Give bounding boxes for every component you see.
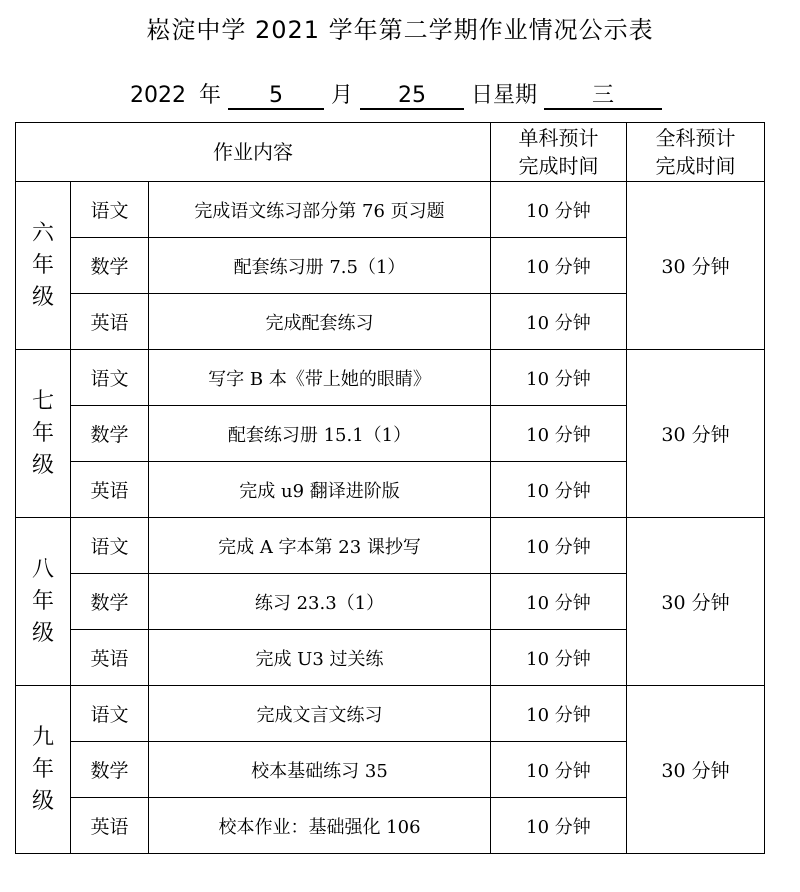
header-row [16,123,765,182]
content-cell: 写字 B 本《带上她的眼睛》 [149,350,491,406]
date-month-unit: 月 [331,83,354,108]
table-row [16,518,765,574]
date-year-unit: 年 [199,83,222,108]
grade-char: 年 [31,420,54,446]
header-single-line1: 单科预计 [518,126,599,150]
time-cell: 10 分钟 [491,294,627,350]
date-line [130,78,662,110]
content-cell: 完成配套练习 [149,294,491,350]
header-total-line2: 完成时间 [655,154,736,178]
date-day-unit: 日星期 [471,83,538,108]
time-cell: 10 分钟 [491,630,627,686]
grade-char: 级 [31,788,54,814]
grade-label [16,182,71,350]
subject-cell: 语文 [71,182,149,238]
grade-char: 级 [31,620,54,646]
subject-cell: 英语 [71,798,149,854]
time-cell: 10 分钟 [491,798,627,854]
table-row [16,686,765,742]
content-cell: 校本作业：基础强化 106 [149,798,491,854]
grade-char: 年 [31,252,54,278]
content-cell: 完成 u9 翻译进阶版 [149,462,491,518]
time-cell: 10 分钟 [491,518,627,574]
content-cell: 配套练习册 15.1（1） [149,406,491,462]
time-cell: 10 分钟 [491,182,627,238]
table-row [16,350,765,406]
time-cell: 10 分钟 [491,686,627,742]
date-day: 25 [360,84,464,110]
header-content: 作业内容 [16,123,491,182]
total-time-cell: 30 分钟 [627,350,765,518]
subject-cell: 数学 [71,238,149,294]
grade-char: 级 [31,452,54,478]
grade-char: 八 [31,556,54,582]
table-row [16,182,765,238]
grade-label [16,350,71,518]
subject-cell: 数学 [71,742,149,798]
subject-cell: 语文 [71,518,149,574]
subject-cell: 英语 [71,294,149,350]
time-cell: 10 分钟 [491,238,627,294]
document-title: 崧淀中学 2021 学年第二学期作业情况公示表 [146,16,654,44]
header-single-time [491,123,627,182]
subject-cell: 数学 [71,406,149,462]
time-cell: 10 分钟 [491,350,627,406]
grade-char: 七 [31,388,54,414]
subject-cell: 数学 [71,574,149,630]
content-cell: 校本基础练习 35 [149,742,491,798]
subject-cell: 英语 [71,630,149,686]
grade-label [16,518,71,686]
date-weekday: 三 [544,84,662,110]
content-cell: 完成 U3 过关练 [149,630,491,686]
content-cell: 完成 A 字本第 23 课抄写 [149,518,491,574]
date-year: 2022 [130,83,186,108]
subject-cell: 英语 [71,462,149,518]
total-time-cell: 30 分钟 [627,182,765,350]
grade-char: 级 [31,284,54,310]
subject-cell: 语文 [71,686,149,742]
content-cell: 练习 23.3（1） [149,574,491,630]
time-cell: 10 分钟 [491,574,627,630]
time-cell: 10 分钟 [491,406,627,462]
time-cell: 10 分钟 [491,742,627,798]
date-month: 5 [228,84,324,110]
grade-char: 六 [31,220,54,246]
time-cell: 10 分钟 [491,462,627,518]
header-single-line2: 完成时间 [518,154,599,178]
content-cell: 完成文言文练习 [149,686,491,742]
total-time-cell: 30 分钟 [627,686,765,854]
grade-label [16,686,71,854]
total-time-cell: 30 分钟 [627,518,765,686]
subject-cell: 语文 [71,350,149,406]
homework-table [15,122,765,854]
grade-char: 年 [31,588,54,614]
header-total-line1: 全科预计 [655,126,736,150]
content-cell: 完成语文练习部分第 76 页习题 [149,182,491,238]
header-total-time [627,123,765,182]
content-cell: 配套练习册 7.5（1） [149,238,491,294]
grade-char: 年 [31,756,54,782]
grade-char: 九 [31,724,54,750]
